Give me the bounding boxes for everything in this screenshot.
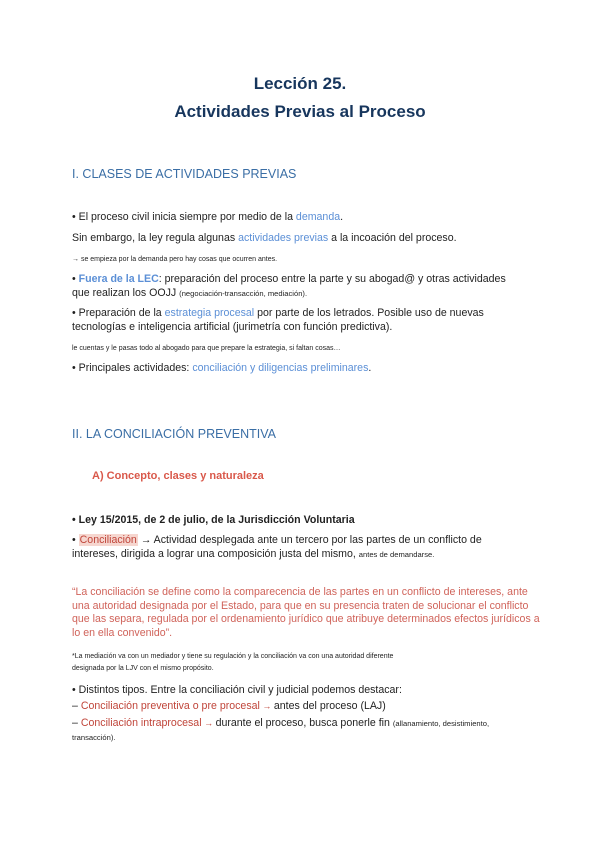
type-intraprocesal: – Conciliación intraprocesal → durante el proceso, busca ponerle fin (allanamiento, desistimiento, xyxy=(72,717,490,729)
bullet-fuera-lec-cont: que realizan los OOJJ (negociación-transacción, mediación). xyxy=(72,287,308,299)
bullet-principales: • Principales actividades: conciliación y diligencias preliminares. xyxy=(72,362,372,374)
definition-conciliacion: • Conciliación → Actividad desplegada ante un tercero por las partes de un conflicto de xyxy=(72,534,482,546)
law-reference: • Ley 15/2015, de 2 de julio, de la Jurisdicción Voluntaria xyxy=(72,514,355,526)
lesson-number: Lección 25. xyxy=(253,74,347,93)
definition-conciliacion-cont: intereses, dirigida a lograr una composición justa del mismo, antes de demandarse. xyxy=(72,548,435,560)
paragraph-actividades: Sin embargo, la ley regula algunas actividades previas a la incoación del proceso. xyxy=(72,232,457,244)
definition-quote: “La conciliación se define como la comparecencia de las partes en un conflicto de intereses, ante una autoridad designada por el Estado, para que en su presencia traten de solucionar el conflicto que las separa, regulada por el ordenamiento jurídico que atribuye determinados efectos jurídicos a lo en ella convenido”. xyxy=(72,586,540,639)
type-intraprocesal-cont: transacción). xyxy=(72,733,116,742)
note-mediacion-1: *La mediación va con un mediador y tiene su regulación y la conciliación va con una autoridad diferente xyxy=(72,653,394,660)
bullet-fuera-lec: • Fuera de la LEC: preparación del proceso entre la parte y su abogad@ y otras actividades xyxy=(72,273,506,285)
bullet-tipos: • Distintos tipos. Entre la conciliación civil y judicial podemos destacar: xyxy=(72,684,402,696)
note-abogado: le cuentas y le pasas todo al abogado para que prepare la estrategia, si faltan cosas… xyxy=(72,345,341,352)
note-mediacion-2: designada por la LJV con el mismo propósito. xyxy=(72,665,214,672)
section-heading-1: I. CLASES DE ACTIVIDADES PREVIAS xyxy=(72,167,297,181)
bullet-estrategia: • Preparación de la estrategia procesal por parte de los letrados. Posible uso de nuevas xyxy=(72,307,484,319)
page-title: Actividades Previas al Proceso xyxy=(174,102,426,121)
section-heading-2: II. LA CONCILIACIÓN PREVENTIVA xyxy=(72,427,276,441)
type-preventiva: – Conciliación preventiva o pre procesal → antes del proceso (LAJ) xyxy=(72,700,386,712)
subsection-heading: A) Concepto, clases y naturaleza xyxy=(92,470,264,482)
note-antes: → se empieza por la demanda pero hay cosas que ocurren antes. xyxy=(72,256,278,263)
bullet-estrategia-cont: tecnologías e inteligencia artificial (jurimetría con función predictiva). xyxy=(72,321,393,333)
paragraph-demanda: • El proceso civil inicia siempre por medio de la demanda. xyxy=(72,211,344,223)
